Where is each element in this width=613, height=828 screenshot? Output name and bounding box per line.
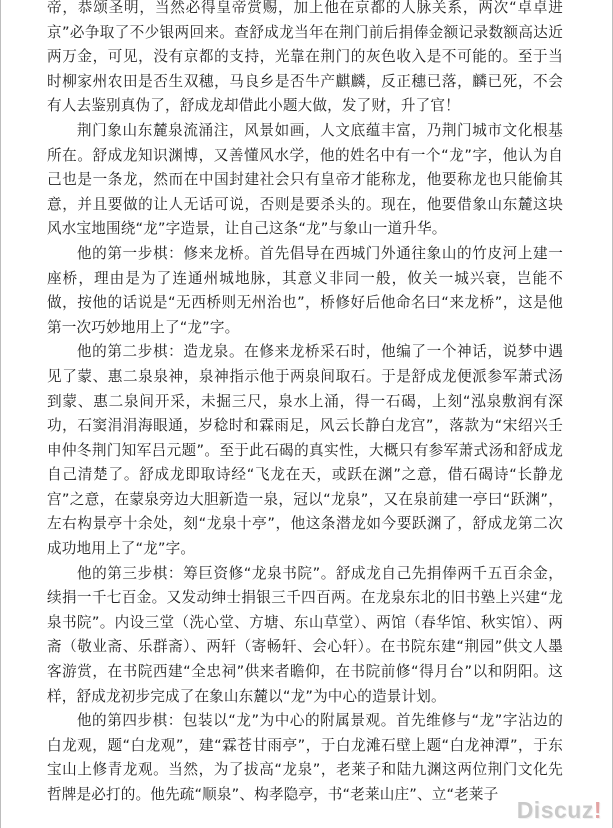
paragraph-3: 他的第一步棋：修来龙桥。首先倡导在西城门外通往象山的竹皮河上建一座桥，理由是为了连通州城地脉，其意义非同一般，攸关一城兴衰，岂能不做，按他的话说是“无西桥则无州治也”，桥修好后他命名曰“来龙桥”，这是他第一次巧妙地用上了“龙”字。 — [47, 244, 563, 336]
paragraph-5: 他的第三步棋：筹巨资修“龙泉书院”。舒成龙自己先捐俸两千五百余金，续捐一千七百金。又发动绅士捐银三千四百两。在龙泉东北的旧书塾上兴建“龙泉书院”。内设三堂（洗心堂、方塘、东山草堂）、两馆（春华馆、秋实馆）、两斋（敬业斋、乐群斋）、两轩（寄畅轩、会心轩）。在书院东建“荆园”供文人墨客游赏，在书院西建“全忠祠”供来者瞻仰，在书院前修“得月台”以和阴阳。这样，舒成龙初步完成了在象山东麓以“龙”为中心的造景计划。 — [47, 564, 563, 705]
paragraph-2: 荆门象山东麓泉流涌注，风景如画，人文底蕴丰富，乃荆门城市文化根基所在。舒成龙知识渊博，又善懂风水学，他的姓名中有一个“龙”字，他认为自己也是一条龙，然而在中国封建社会只有皇帝才能称龙，他要称龙也只能偷其意，并且要做的让人无话可说，否则是要杀头的。现在，他要借象山东麓这块风水宝地围绕“龙”字造景，让自己这条“龙”与象山一道升华。 — [47, 121, 563, 238]
paragraph-4: 他的第二步棋：造龙泉。在修来龙桥采石时，他编了一个神话，说梦中遇见了蒙、惠二泉泉神，泉神指示他于两泉间取石。于是舒成龙便派参军萧式汤到蒙、惠二泉间开采，未掘三尺，泉水上涌，得一石碣，上刻“泓泉敷润有深功，石窦涓涓海眼通，岁稔时和霖雨足，风云长静白龙宫”，落款为“宋绍兴壬申仲冬荆门知军吕元题”。至于此石碣的真实性，大概只有参军萧式汤和舒成龙自己清楚了。舒成龙即取诗经“飞龙在天，或跃在渊”之意，借石碣诗“长静龙宫”之意，在蒙泉旁边大胆新造一泉，冠以“龙泉”，又在泉前建一亭曰“跃渊”，左右构景亭十余处，刻“龙泉十亭”，他这条潜龙如今要跃渊了，舒成龙第二次成功地用上了“龙”字。 — [47, 343, 563, 558]
discuz-watermark — [517, 797, 602, 824]
watermark-text: Discuz — [516, 797, 594, 823]
paragraph-6: 他的第四步棋：包装以“龙”为中心的附属景观。首先维修与“龙”字沾边的白龙观，题“白龙观”，建“霖苍甘雨亭”，于白龙滩石壁上题“白龙神潭”，于东宝山上修青龙观。当然，为了拔高“龙泉”，老莱子和陆九渊这两位荆门文化先哲牌是必打的。他先疏“顺泉”、构孝隐亭，书“老莱山庄”、立“老莱子 — [47, 712, 563, 803]
article-body — [47, 0, 563, 808]
watermark-exclamation: ! — [593, 797, 602, 823]
paragraph-1: 帝，恭颂圣明，当然必得皇帝赏赐，加上他在京都的人脉关系，两次“卓卓进京”必争取了不少银两回来。查舒成龙当年在荆门前后捐俸金额记录数额高达近两万金，可见，没有京都的支持，光靠在荆门的灰色收入是不可能的。至于当时柳家州农田是否生双穗，马良乡是否牛产麒麟，反正穗已落，麟已死，不会有人去鉴别真伪了，舒成龙却借此小题大做，发了财，升了官！ — [47, 0, 563, 115]
